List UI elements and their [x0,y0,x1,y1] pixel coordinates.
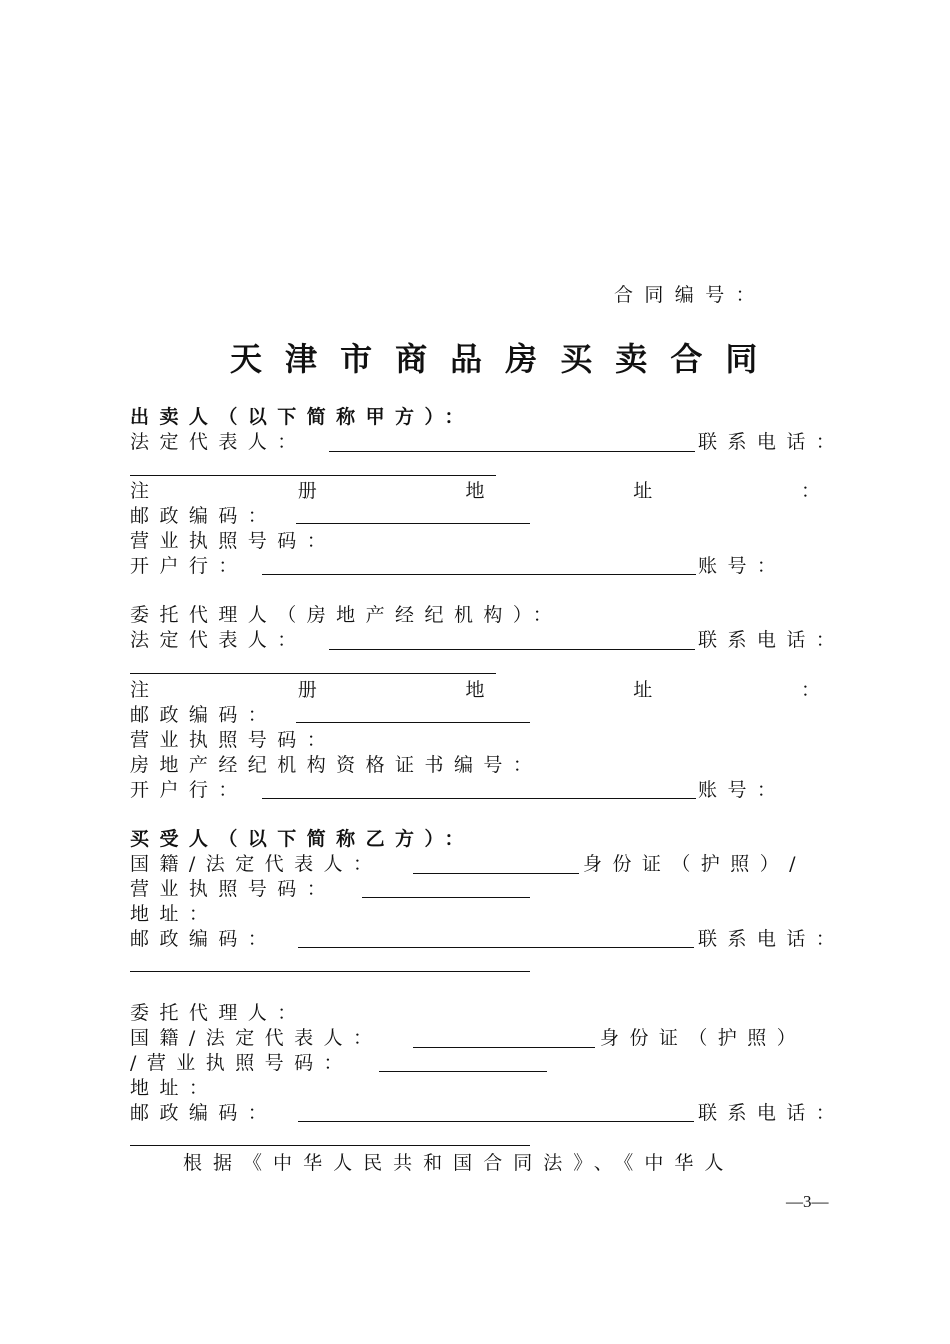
agent-account-label: 账号： [698,779,787,801]
seller-bank-field[interactable] [262,574,696,575]
seller-phone-label: 联系电话： [698,431,846,453]
buyer-heading: 买受人（以下简称乙方）： [130,828,474,850]
agent-legal-rep-field[interactable] [329,649,695,650]
agent-postcode-label: 邮政编码： [130,704,278,726]
agent-address-label: 注 册 地 址 ： [130,679,820,701]
agent-bank-field[interactable] [262,798,696,799]
contract-number-label: 合同编号： [614,284,767,306]
buyer-address-label: 地址： [130,903,219,925]
buyer-postcode-label: 邮政编码： [130,928,278,950]
closing-paragraph: 根据《中华人民共和国合同法》、《中华人 [183,1152,735,1174]
buyer-nationality-label: 国籍/法定代表人： [130,853,383,875]
buyer-agent-heading: 委托代理人： [130,1002,307,1024]
buyer-postcode-field[interactable] [298,947,694,948]
seller-legal-rep-field[interactable] [329,451,695,452]
seller-license-label: 营业执照号码： [130,530,337,552]
buyer-agent-id-label: 身份证（护照） [600,1027,807,1049]
buyer-phone-label: 联系电话： [698,928,846,950]
buyer-agent-nationality-field[interactable] [413,1047,595,1048]
seller-postcode-field[interactable] [296,523,530,524]
agent-license-label: 营业执照号码： [130,729,337,751]
buyer-agent-postcode-field[interactable] [298,1121,694,1122]
buyer-agent-address-label: 地址： [130,1077,219,1099]
buyer-agent-phone-label: 联系电话： [698,1102,846,1124]
agent-bank-label: 开户行： [130,779,248,801]
seller-legal-rep-label: 法定代表人： [130,431,307,453]
agent-qualification-label: 房地产经纪机构资格证书编号： [130,754,543,776]
buyer-license-label: 营业执照号码： [130,878,337,900]
buyer-agent-nationality-label: 国籍/法定代表人： [130,1027,383,1049]
agent-phone-field[interactable] [130,673,496,674]
buyer-phone-field[interactable] [130,971,530,972]
seller-address-label: 注 册 地 址 ： [130,480,820,502]
agent-heading: 委托代理人（房地产经纪机构）： [130,604,563,626]
buyer-nationality-field[interactable] [413,873,579,874]
agent-phone-label: 联系电话： [698,629,846,651]
document-title: 天津市商品房买卖合同 [230,340,781,378]
seller-bank-label: 开户行： [130,555,248,577]
buyer-id-label: 身份证（护照）/ [583,853,807,875]
buyer-agent-license-field[interactable] [379,1071,547,1072]
seller-account-label: 账号： [698,555,787,577]
buyer-agent-postcode-label: 邮政编码： [130,1102,278,1124]
agent-legal-rep-label: 法定代表人： [130,629,307,651]
seller-postcode-label: 邮政编码： [130,505,278,527]
buyer-license-field[interactable] [362,897,530,898]
seller-phone-field[interactable] [130,475,496,476]
buyer-agent-license-label: /营业执照号码： [130,1052,354,1074]
buyer-agent-phone-field[interactable] [130,1145,530,1146]
page-number: —3— [786,1192,829,1211]
seller-heading: 出卖人（以下简称甲方）： [130,406,474,428]
agent-postcode-field[interactable] [296,722,530,723]
